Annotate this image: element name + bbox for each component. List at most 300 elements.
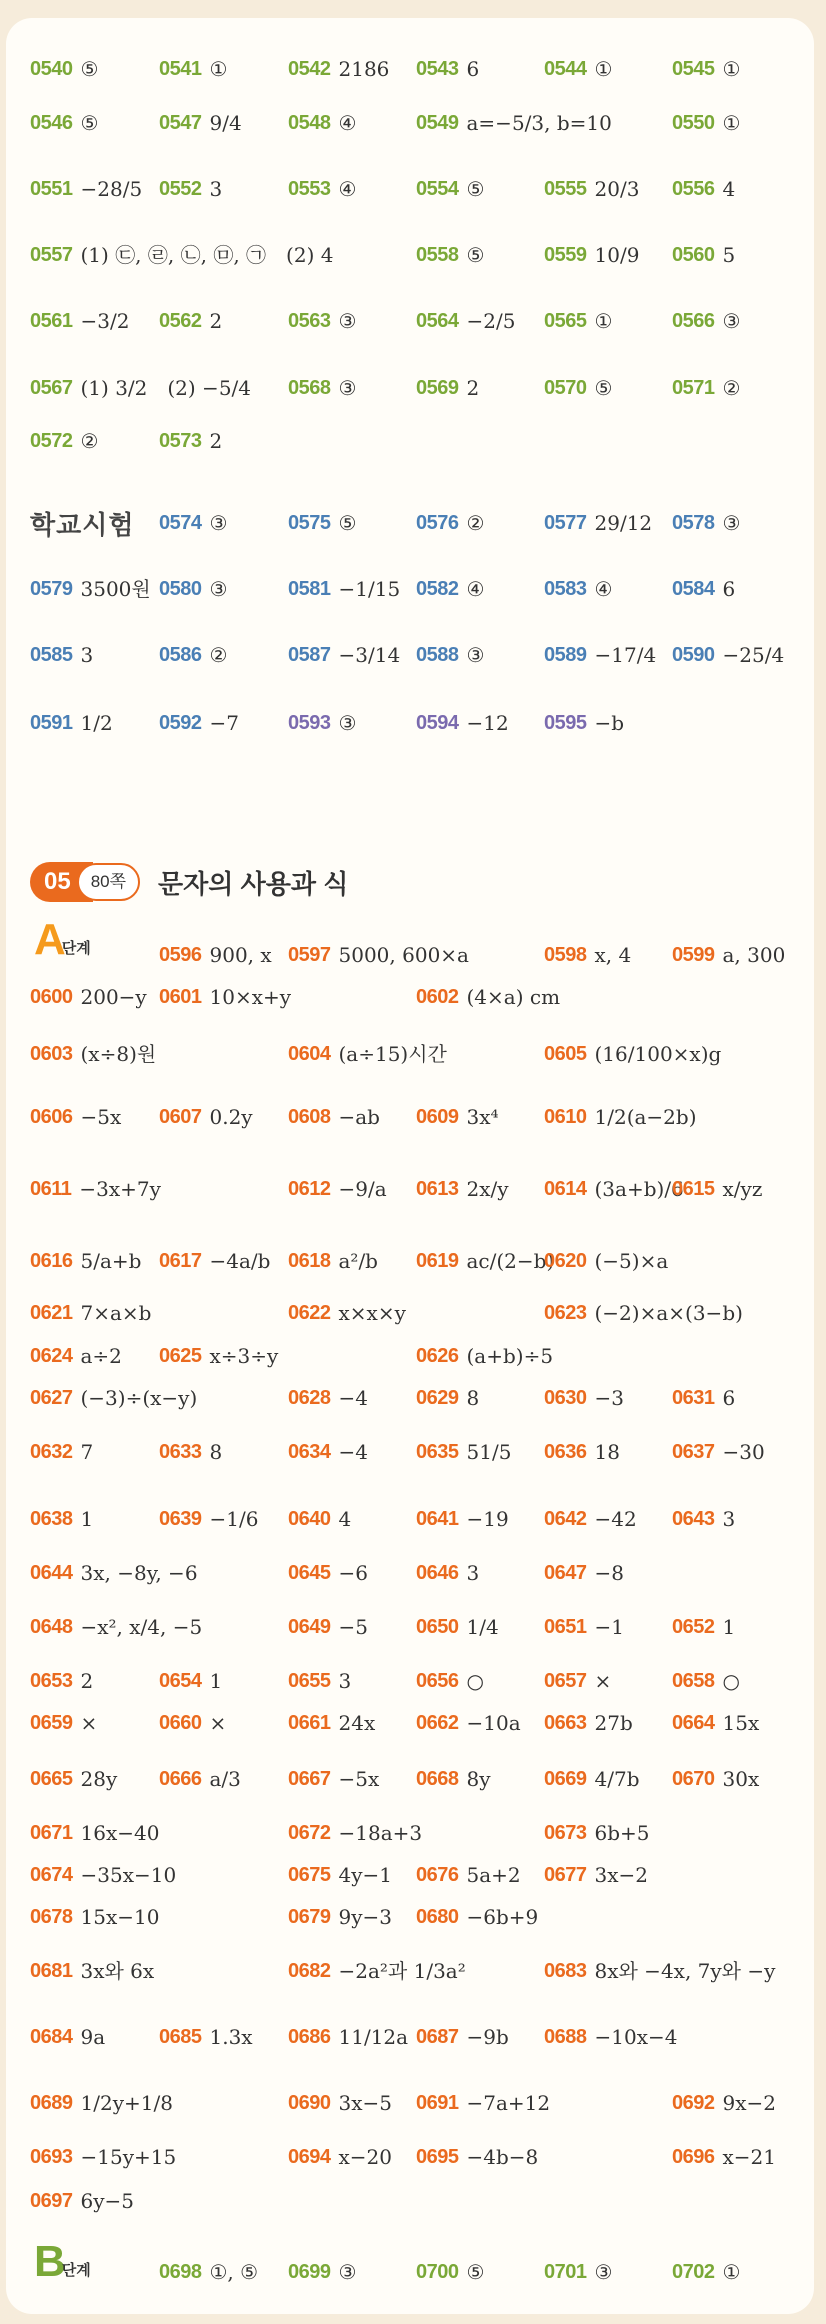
answer-value: −4a/b bbox=[209, 1249, 271, 1273]
answer-item bbox=[544, 1107, 697, 1127]
answer-item bbox=[159, 579, 227, 599]
answer-value: ③ bbox=[338, 309, 357, 333]
problem-number: 0619 bbox=[416, 1250, 459, 1272]
answer-value: 8 bbox=[466, 1386, 480, 1410]
answer-value: 6 bbox=[722, 577, 736, 601]
level-b-letter: B bbox=[34, 2237, 66, 2286]
answer-item bbox=[416, 2093, 550, 2113]
answer-item bbox=[672, 1617, 735, 1637]
answer-value: −4 bbox=[338, 1386, 368, 1410]
answer-item bbox=[30, 1442, 93, 1462]
problem-number: 0571 bbox=[672, 377, 715, 399]
answer-value: ① bbox=[722, 57, 741, 81]
answer-item bbox=[672, 645, 784, 665]
problem-number: 0565 bbox=[544, 310, 587, 332]
problem-number: 0607 bbox=[159, 1106, 202, 1128]
answer-value: ④ bbox=[466, 577, 485, 601]
answer-item bbox=[30, 1823, 159, 1843]
answer-item bbox=[159, 1769, 241, 1789]
answer-value: −4b−8 bbox=[466, 2145, 539, 2169]
answer-item bbox=[288, 179, 356, 199]
problem-number: 0593 bbox=[288, 712, 331, 734]
chapter-header bbox=[30, 862, 348, 902]
answer-value: 3500원 bbox=[80, 577, 151, 601]
answer-item bbox=[416, 645, 484, 665]
answer-value: −3 bbox=[594, 1386, 624, 1410]
level-a-letter: A bbox=[34, 915, 66, 964]
problem-number: 0685 bbox=[159, 2026, 202, 2048]
answer-value: ③ bbox=[209, 511, 228, 535]
answer-item bbox=[288, 1961, 466, 1981]
answer-item bbox=[288, 713, 356, 733]
answer-item bbox=[416, 245, 484, 265]
problem-number: 0610 bbox=[544, 1106, 587, 1128]
answer-item bbox=[159, 1251, 270, 1271]
answer-item bbox=[30, 2191, 134, 2211]
answer-item bbox=[672, 1509, 735, 1529]
problem-number: 0580 bbox=[159, 578, 202, 600]
answer-item bbox=[159, 713, 239, 733]
problem-number: 0647 bbox=[544, 1562, 587, 1584]
problem-number: 0696 bbox=[672, 2146, 715, 2168]
answer-item bbox=[416, 579, 484, 599]
answer-item bbox=[30, 1044, 156, 1064]
problem-number: 0557 bbox=[30, 244, 73, 266]
answer-value: −7 bbox=[209, 711, 239, 735]
answer-value: ② bbox=[80, 429, 99, 453]
answer-value: 9y−3 bbox=[338, 1905, 393, 1929]
problem-number: 0699 bbox=[288, 2261, 331, 2283]
answer-item bbox=[544, 1713, 633, 1733]
problem-number: 0628 bbox=[288, 1387, 331, 1409]
answer-item bbox=[288, 1442, 368, 1462]
answer-value: 3 bbox=[466, 1561, 480, 1585]
answer-item bbox=[30, 1346, 122, 1366]
answer-value: 1/2y+1/8 bbox=[80, 2091, 173, 2115]
answer-item bbox=[30, 1713, 97, 1733]
problem-number: 0587 bbox=[288, 644, 331, 666]
answer-value: × bbox=[80, 1711, 98, 1735]
problem-number: 0666 bbox=[159, 1768, 202, 1790]
answer-value: (1) ㉢, ㉣, ㉡, ㉤, ㉠ (2) 4 bbox=[80, 243, 334, 267]
problem-number: 0651 bbox=[544, 1616, 587, 1638]
problem-number: 0692 bbox=[672, 2092, 715, 2114]
problem-number: 0562 bbox=[159, 310, 202, 332]
problem-number: 0592 bbox=[159, 712, 202, 734]
answer-item bbox=[416, 2027, 509, 2047]
answer-value: 51/5 bbox=[466, 1440, 512, 1464]
problem-number: 0637 bbox=[672, 1441, 715, 1463]
answer-value: 1 bbox=[209, 1669, 223, 1693]
problem-number: 0700 bbox=[416, 2261, 459, 2283]
problem-number: 0575 bbox=[288, 512, 331, 534]
problem-number: 0688 bbox=[544, 2026, 587, 2048]
answer-value: ac/(2−b) bbox=[466, 1249, 555, 1273]
problem-number: 0671 bbox=[30, 1822, 73, 1844]
problem-number: 0665 bbox=[30, 1768, 73, 1790]
answer-item bbox=[672, 113, 740, 133]
problem-number: 0644 bbox=[30, 1562, 73, 1584]
problem-number: 0698 bbox=[159, 2261, 202, 2283]
problem-number: 0590 bbox=[672, 644, 715, 666]
problem-number: 0544 bbox=[544, 58, 587, 80]
problem-number: 0640 bbox=[288, 1508, 331, 1530]
answer-item bbox=[288, 2262, 356, 2282]
answer-value: × bbox=[209, 1711, 227, 1735]
answer-item bbox=[544, 1442, 620, 1462]
answer-value: x−21 bbox=[722, 2145, 776, 2169]
answer-item bbox=[30, 1769, 117, 1789]
answer-item bbox=[416, 1346, 553, 1366]
answer-value: −2a²과 1/3a² bbox=[338, 1959, 466, 1983]
answer-item bbox=[159, 179, 222, 199]
answer-item bbox=[416, 378, 479, 398]
problem-number: 0543 bbox=[416, 58, 459, 80]
answer-item bbox=[416, 1388, 479, 1408]
problem-number: 0690 bbox=[288, 2092, 331, 2114]
answer-value: −b bbox=[594, 711, 625, 735]
answer-value: x, 4 bbox=[594, 943, 632, 967]
problem-number: 0602 bbox=[416, 986, 459, 1008]
problem-number: 0613 bbox=[416, 1178, 459, 1200]
problem-number: 0636 bbox=[544, 1441, 587, 1463]
problem-number: 0595 bbox=[544, 712, 587, 734]
answer-item bbox=[288, 1671, 351, 1691]
answer-value: 10/9 bbox=[594, 243, 640, 267]
problem-number: 0540 bbox=[30, 58, 73, 80]
problem-number: 0670 bbox=[672, 1768, 715, 1790]
problem-number: 0645 bbox=[288, 1562, 331, 1584]
answer-value: ① bbox=[209, 57, 228, 81]
problem-number: 0634 bbox=[288, 1441, 331, 1463]
answer-value: −4 bbox=[338, 1440, 368, 1464]
problem-number: 0682 bbox=[288, 1960, 331, 1982]
answer-item bbox=[544, 179, 639, 199]
school-exam-title: 학교시험 bbox=[30, 510, 135, 540]
problem-number: 0638 bbox=[30, 1508, 73, 1530]
answer-value: 2 bbox=[466, 376, 480, 400]
answer-item bbox=[30, 579, 151, 599]
answer-value: 5 bbox=[722, 243, 736, 267]
problem-number: 0582 bbox=[416, 578, 459, 600]
problem-number: 0653 bbox=[30, 1670, 73, 1692]
answer-item bbox=[30, 1388, 197, 1408]
answer-value: 5/a+b bbox=[80, 1249, 142, 1273]
answer-value: x−20 bbox=[338, 2145, 392, 2169]
problem-number: 0583 bbox=[544, 578, 587, 600]
problem-number: 0684 bbox=[30, 2026, 73, 2048]
answer-value: 8x와 −4x, 7y와 −y bbox=[594, 1959, 776, 1983]
answer-value: ② bbox=[466, 511, 485, 535]
answer-value: (16/100×x)g bbox=[594, 1042, 722, 1066]
answer-value: −8 bbox=[594, 1561, 624, 1585]
answer-item bbox=[672, 579, 735, 599]
answer-item bbox=[544, 1769, 640, 1789]
answer-value: 1/2 bbox=[80, 711, 113, 735]
answer-value: 0.2y bbox=[209, 1105, 253, 1129]
answer-value: 4y−1 bbox=[338, 1863, 393, 1887]
answer-item bbox=[288, 1563, 368, 1583]
answer-item bbox=[30, 311, 129, 331]
problem-number: 0541 bbox=[159, 58, 202, 80]
answer-value: −1/6 bbox=[209, 1507, 259, 1531]
answer-value: −28/5 bbox=[80, 177, 143, 201]
answer-value: 8y bbox=[466, 1767, 491, 1791]
problem-number: 0577 bbox=[544, 512, 587, 534]
chapter-title: 문자의 사용과 식 bbox=[158, 868, 349, 899]
answer-value: ③ bbox=[722, 511, 741, 535]
chapter-number: 05 bbox=[30, 862, 93, 902]
problem-number: 0615 bbox=[672, 1178, 715, 1200]
answer-value: 3x−5 bbox=[338, 2091, 392, 2115]
answer-item bbox=[544, 945, 631, 965]
problem-number: 0561 bbox=[30, 310, 73, 332]
answer-value: (a÷15)시간 bbox=[338, 1042, 447, 1066]
answer-item bbox=[288, 1769, 379, 1789]
answer-item bbox=[416, 59, 479, 79]
problem-number: 0611 bbox=[30, 1178, 72, 1200]
answer-item bbox=[672, 245, 735, 265]
problem-number: 0606 bbox=[30, 1106, 73, 1128]
answer-item bbox=[159, 987, 291, 1007]
answer-item bbox=[672, 1671, 740, 1691]
problem-number: 0642 bbox=[544, 1508, 587, 1530]
answer-value: 2 bbox=[209, 429, 223, 453]
answer-item bbox=[30, 1303, 151, 1323]
problem-number: 0630 bbox=[544, 1387, 587, 1409]
answer-value: 5000, 600×a bbox=[338, 943, 469, 967]
answer-item bbox=[30, 645, 93, 665]
problem-number: 0674 bbox=[30, 1864, 73, 1886]
answer-item bbox=[159, 1509, 258, 1529]
answer-value: 2x/y bbox=[466, 1177, 509, 1201]
answer-value: × bbox=[594, 1669, 612, 1693]
answer-item bbox=[159, 431, 222, 451]
problem-number: 0576 bbox=[416, 512, 459, 534]
answer-item bbox=[544, 1823, 650, 1843]
answer-value: (−5)×a bbox=[594, 1249, 669, 1273]
answer-value: 4 bbox=[338, 1507, 352, 1531]
answer-value: x÷3÷y bbox=[209, 1344, 279, 1368]
problem-number: 0662 bbox=[416, 1712, 459, 1734]
problem-number: 0608 bbox=[288, 1106, 331, 1128]
answer-value: 3x와 6x bbox=[80, 1959, 155, 1983]
answer-item bbox=[416, 1563, 479, 1583]
answer-item bbox=[288, 579, 400, 599]
problem-number: 0679 bbox=[288, 1906, 331, 1928]
answer-item bbox=[159, 113, 242, 133]
answer-item bbox=[544, 579, 612, 599]
answer-value: (−2)×a×(3−b) bbox=[594, 1301, 743, 1325]
problem-number: 0567 bbox=[30, 377, 73, 399]
answer-item bbox=[288, 2093, 392, 2113]
problem-number: 0614 bbox=[544, 1178, 587, 1200]
problem-number: 0625 bbox=[159, 1345, 202, 1367]
answer-value: −5x bbox=[338, 1767, 380, 1791]
problem-number: 0657 bbox=[544, 1670, 587, 1692]
problem-number: 0553 bbox=[288, 178, 331, 200]
answer-item bbox=[30, 179, 142, 199]
answer-item bbox=[416, 1442, 511, 1462]
answer-value: 7 bbox=[80, 1440, 94, 1464]
answer-value: −15y+15 bbox=[80, 2145, 177, 2169]
answer-item bbox=[159, 2262, 258, 2282]
answer-item bbox=[544, 311, 612, 331]
answer-value: a, 300 bbox=[722, 943, 786, 967]
answer-item bbox=[30, 1617, 202, 1637]
problem-number: 0596 bbox=[159, 944, 202, 966]
problem-number: 0600 bbox=[30, 986, 73, 1008]
answer-value: ① bbox=[722, 111, 741, 135]
answer-item bbox=[288, 1713, 375, 1733]
problem-number: 0668 bbox=[416, 1768, 459, 1790]
problem-number: 0566 bbox=[672, 310, 715, 332]
problem-number: 0681 bbox=[30, 1960, 73, 1982]
answer-item bbox=[288, 1509, 351, 1529]
answer-value: ② bbox=[209, 643, 228, 667]
answer-item bbox=[544, 1251, 668, 1271]
answer-item bbox=[416, 1769, 491, 1789]
problem-number: 0558 bbox=[416, 244, 459, 266]
answer-item bbox=[159, 1713, 226, 1733]
problem-number: 0563 bbox=[288, 310, 331, 332]
answer-item bbox=[672, 311, 740, 331]
answer-value: ① bbox=[594, 57, 613, 81]
problem-number: 0551 bbox=[30, 178, 73, 200]
answer-value: 2 bbox=[80, 1669, 94, 1693]
answer-value: 1 bbox=[80, 1507, 94, 1531]
problem-number: 0609 bbox=[416, 1106, 459, 1128]
answer-item bbox=[544, 1563, 624, 1583]
problem-number: 0574 bbox=[159, 512, 202, 534]
level-a-badge bbox=[34, 915, 91, 964]
answer-value: ④ bbox=[338, 111, 357, 135]
answer-value: ⑤ bbox=[80, 57, 99, 81]
answer-value: ①, ⑤ bbox=[209, 2260, 259, 2284]
answer-item bbox=[159, 945, 272, 965]
answer-value: x×x×y bbox=[338, 1301, 406, 1325]
answer-item bbox=[30, 987, 147, 1007]
answer-value: −3x+7y bbox=[79, 1177, 161, 1201]
answer-value: 10×x+y bbox=[209, 985, 292, 1009]
answer-value: −2/5 bbox=[466, 309, 516, 333]
answer-value: 24x bbox=[338, 1711, 376, 1735]
answer-item bbox=[544, 2027, 677, 2047]
answer-item bbox=[416, 513, 484, 533]
answer-item bbox=[30, 245, 333, 265]
answer-value: 6 bbox=[722, 1386, 736, 1410]
answer-item bbox=[672, 59, 740, 79]
problem-number: 0594 bbox=[416, 712, 459, 734]
answer-value: x/yz bbox=[722, 1177, 763, 1201]
answer-value: a²/b bbox=[338, 1249, 378, 1273]
answer-value: 900, x bbox=[209, 943, 272, 967]
answer-item bbox=[30, 1509, 93, 1529]
answer-item bbox=[288, 1823, 422, 1843]
problem-number: 0554 bbox=[416, 178, 459, 200]
problem-number: 0701 bbox=[544, 2261, 587, 2283]
answer-item bbox=[30, 378, 251, 398]
answer-value: −3/2 bbox=[80, 309, 130, 333]
answer-item bbox=[416, 1179, 509, 1199]
answer-value: ④ bbox=[338, 177, 357, 201]
answer-item bbox=[672, 513, 740, 533]
answer-value: −10x−4 bbox=[594, 2025, 678, 2049]
answer-value: (4×a) cm bbox=[466, 985, 561, 1009]
problem-number: 0661 bbox=[288, 1712, 331, 1734]
answer-item bbox=[544, 1388, 624, 1408]
answer-item bbox=[544, 59, 612, 79]
answer-value: (x÷8)원 bbox=[80, 1042, 157, 1066]
answer-item bbox=[30, 2027, 105, 2047]
answer-value: 16x−40 bbox=[80, 1821, 160, 1845]
answer-value: 30x bbox=[722, 1767, 760, 1791]
problem-number: 0564 bbox=[416, 310, 459, 332]
answer-value: ③ bbox=[338, 2260, 357, 2284]
problem-number: 0673 bbox=[544, 1822, 587, 1844]
answer-value: 27b bbox=[594, 1711, 633, 1735]
problem-number: 0633 bbox=[159, 1441, 202, 1463]
answer-item bbox=[159, 1107, 253, 1127]
answer-value: (3a+b)/6 bbox=[594, 1177, 684, 1201]
answer-value: −1/15 bbox=[338, 577, 401, 601]
problem-number: 0654 bbox=[159, 1670, 202, 1692]
answer-value: 29/12 bbox=[594, 511, 653, 535]
problem-number: 0655 bbox=[288, 1670, 331, 1692]
answer-value: −30 bbox=[722, 1440, 765, 1464]
answer-item bbox=[30, 1107, 121, 1127]
answer-value: 3 bbox=[338, 1669, 352, 1693]
answer-item bbox=[416, 1251, 554, 1271]
problem-number: 0588 bbox=[416, 644, 459, 666]
answer-item bbox=[288, 2147, 392, 2167]
answer-item bbox=[544, 513, 652, 533]
answer-item bbox=[288, 1044, 447, 1064]
problem-number: 0697 bbox=[30, 2190, 73, 2212]
problem-number: 0675 bbox=[288, 1864, 331, 1886]
answer-value: (a+b)÷5 bbox=[466, 1344, 554, 1368]
problem-number: 0622 bbox=[288, 1302, 331, 1324]
answer-value: 4/7b bbox=[594, 1767, 640, 1791]
answer-item bbox=[288, 1617, 368, 1637]
answer-value: −6 bbox=[338, 1561, 368, 1585]
answer-value: 1/2(a−2b) bbox=[594, 1105, 697, 1129]
problem-number: 0646 bbox=[416, 1562, 459, 1584]
answer-item bbox=[30, 1563, 198, 1583]
answer-value: −10a bbox=[466, 1711, 521, 1735]
answer-item bbox=[288, 1251, 378, 1271]
problem-number: 0559 bbox=[544, 244, 587, 266]
problem-number: 0555 bbox=[544, 178, 587, 200]
answer-item bbox=[30, 1865, 176, 1885]
answer-value: ③ bbox=[722, 309, 741, 333]
problem-number: 0568 bbox=[288, 377, 331, 399]
answer-item bbox=[544, 713, 624, 733]
answer-item bbox=[159, 2027, 253, 2047]
problem-number: 0618 bbox=[288, 1250, 331, 1272]
problem-number: 0617 bbox=[159, 1250, 202, 1272]
problem-number: 0604 bbox=[288, 1043, 331, 1065]
answer-item bbox=[672, 1388, 735, 1408]
problem-number: 0656 bbox=[416, 1670, 459, 1692]
answer-item bbox=[544, 645, 656, 665]
answer-value: −3/14 bbox=[338, 643, 401, 667]
answer-item bbox=[30, 713, 113, 733]
answer-value: ⑤ bbox=[466, 243, 485, 267]
answer-item bbox=[672, 1713, 759, 1733]
problem-number: 0687 bbox=[416, 2026, 459, 2048]
answer-value: ③ bbox=[209, 577, 228, 601]
